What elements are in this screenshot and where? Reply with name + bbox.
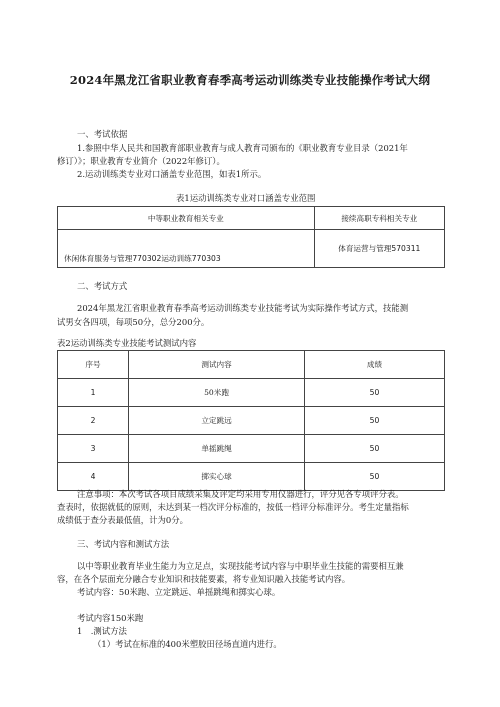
table2-row [58,463,445,491]
table2-header-cell: 测试内容 [129,351,305,379]
table2-header-cell: 序号 [58,351,129,379]
table1-caption: 表1运动训练类专业对口涵盖专业范围 [176,193,316,203]
table2-cell: 50米跑 [129,379,305,407]
table1 [57,206,445,268]
table2-cell: 3 [58,435,129,463]
notes-line1: 注意事项：本次考试各项目成绩采集及评定均采用专用仪器进行，评分见各专项评分表。 [77,489,404,499]
notes-line2: 查表时，依据就低的原则，未达到某一档次评分标准的，按低一档评分标准评分。考生定量指标 [57,502,409,512]
section3-heading: 三、考试内容和测试方法 [77,539,170,549]
table1-cell: 休闲体育服务与管理770302运动训练770303 [58,230,315,268]
table2 [57,350,445,491]
section2-heading: 二、考试方式 [77,281,128,291]
table2-caption: 表2运动训练类专业技能考试测试内容 [57,338,197,348]
document-title: 2024年黑龙江省职业教育春季高考运动训练类专业技能操作考试大纲 [69,73,431,87]
table2-row [58,407,445,435]
table2-cell: 单摇跳绳 [129,435,305,463]
section3-exam-content: 考试内容：50米跑、立定跳远、单摇跳绳和掷实心球。 [77,587,281,597]
table2-cell: 立定跳远 [129,407,305,435]
section1-heading: 一、考试依据 [77,129,128,139]
section2-paragraph-line2: 试男女各四项，每项50分，总分200分。 [57,317,210,327]
table1-header-cell: 中等职业教育相关专业 [58,207,315,230]
table2-header-cell: 成绩 [305,351,445,379]
table2-cell: 50 [305,407,445,435]
notes-line3: 成绩低于查分表最低值，计为0分。 [57,515,188,525]
section3-test-method-1: （1）考试在标准的400米塑胶田径场直道内进行。 [93,639,282,649]
table2-cell: 1 [58,379,129,407]
table1-header-row [58,207,445,230]
table2-cell: 4 [58,463,129,491]
table2-row [58,379,445,407]
table1-header-cell: 接续高职专科相关专业 [314,207,444,230]
section3-paragraph1-line2: 容，在各个层面充分融合专业知识和技能要素，将专业知识融入技能考试内容。 [57,574,351,584]
section2-paragraph-line1: 2024年黑龙江省职业教育春季高考运动训练类专业技能考试为实际操作考试方式，技能测 [77,303,409,313]
table2-cell: 50 [305,379,445,407]
table1-row [58,230,445,268]
section1-paragraph1-line2: 修订）》；职业教育专业简介（2022年修订）。 [57,156,225,166]
table2-header-row [58,351,445,379]
table2-cell: 50 [305,435,445,463]
section3-test-method: 1 .测试方法 [77,626,127,636]
section3-paragraph1-line1: 以中等职业教育毕业生能力为立足点，实现技能考试内容与中职毕业生技能的需要相互兼 [77,561,404,571]
section3-item1-title: 考试内容150米跑 [77,613,144,623]
table2-row [58,435,445,463]
table2-cell: 2 [58,407,129,435]
section1-paragraph1-line1: 1.参照中华人民共和国教育部职业教育与成人教育司颁布的《职业教育专业目录（2021年 [77,143,408,153]
section1-paragraph2: 2.运动训练类专业对口涵盖专业范围，如表1所示。 [77,169,267,179]
table2-cell: 50 [305,463,445,491]
table2-cell: 掷实心球 [129,463,305,491]
table1-cell: 体育运营与管理570311 [314,230,444,268]
